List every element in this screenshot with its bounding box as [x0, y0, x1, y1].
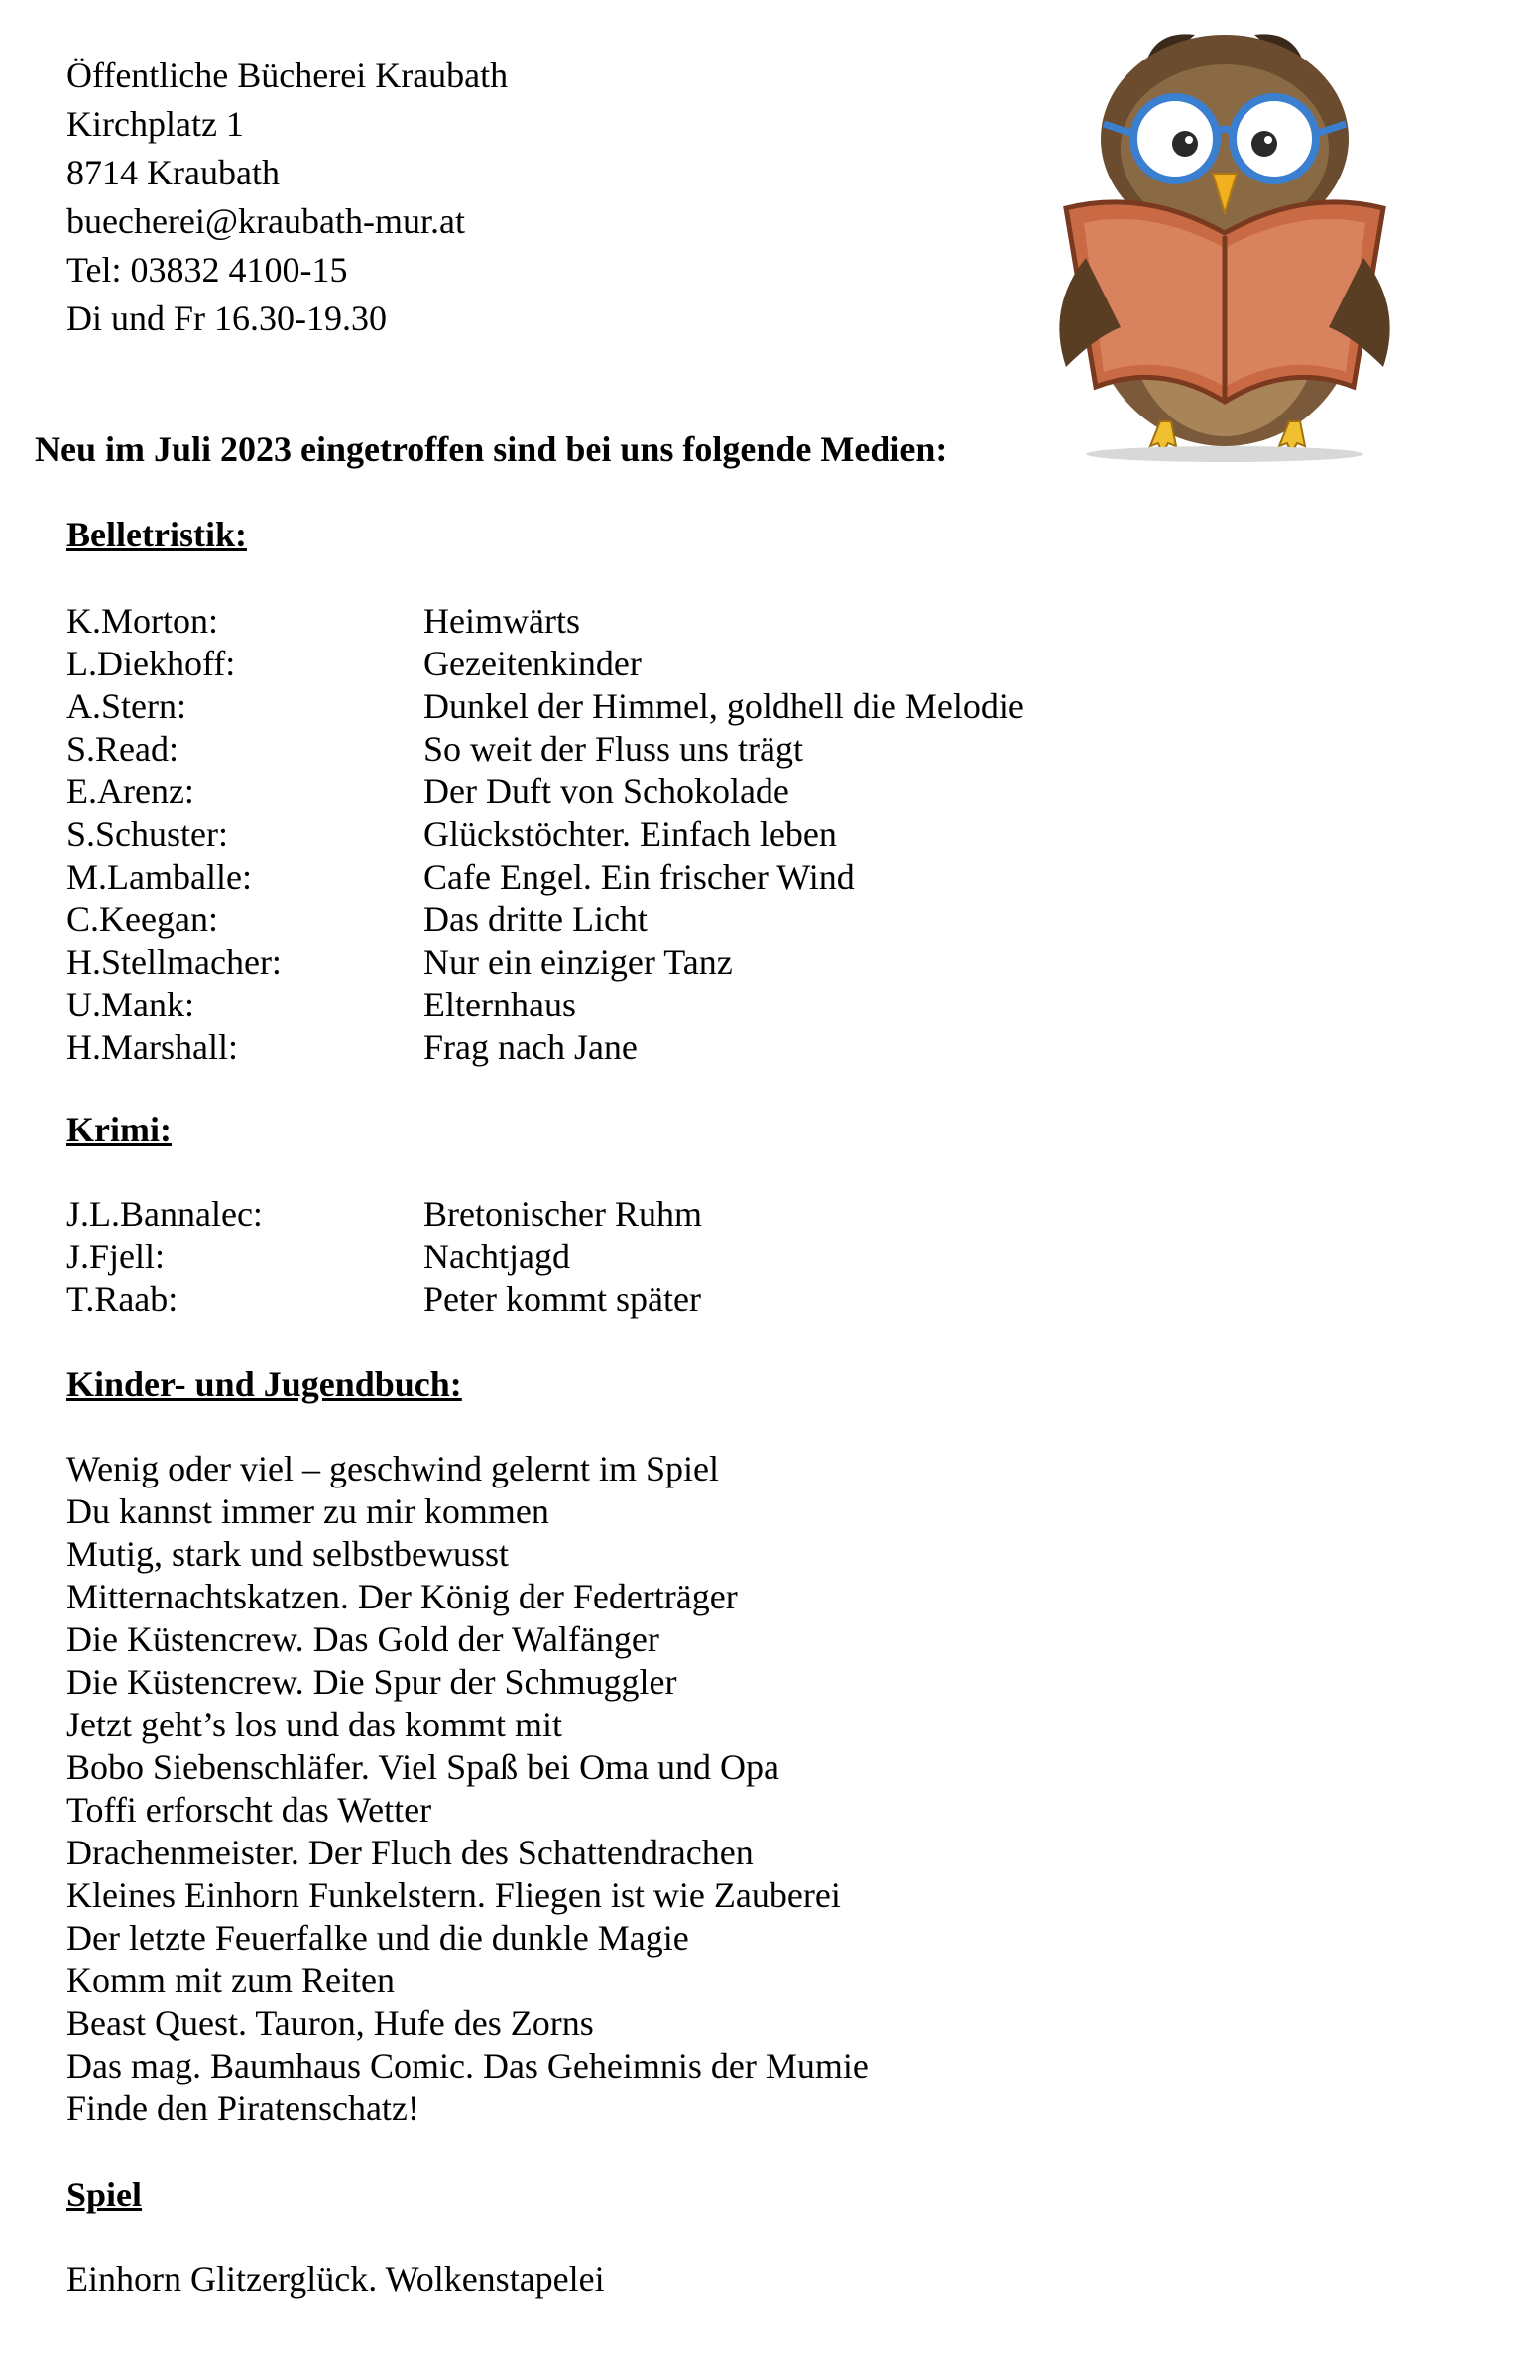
item-author: L.Diekhoff: [66, 644, 236, 683]
list-item [66, 813, 1024, 856]
list-item: Drachenmeister. Der Fluch des Schattendrachen [66, 1833, 754, 1872]
item-author: H.Stellmacher: [66, 942, 282, 982]
item-author: S.Schuster: [66, 814, 229, 854]
item-author: A.Stern: [66, 686, 186, 726]
item-author: T.Raab: [66, 1279, 178, 1319]
library-street: Kirchplatz 1 [66, 104, 244, 144]
list-item [66, 1193, 702, 1236]
list-item: Beast Quest. Tauron, Hufe des Zorns [66, 2003, 594, 2043]
item-title: Heimwärts [423, 601, 580, 641]
list-item [66, 685, 1024, 728]
spiel-list [66, 2258, 605, 2301]
list-item [66, 941, 1024, 984]
krimi-list [66, 1193, 702, 1321]
list-item [66, 1278, 702, 1321]
item-author: S.Read: [66, 729, 178, 769]
item-title: Frag nach Jane [423, 1027, 638, 1067]
list-item: Der letzte Feuerfalke und die dunkle Magie [66, 1918, 689, 1958]
list-item: Mutig, stark und selbstbewusst [66, 1534, 509, 1574]
library-name: Öffentliche Bücherei Kraubath [66, 56, 509, 95]
kinder-list [66, 1448, 869, 2130]
list-item: Wenig oder viel – geschwind gelernt im Spiel [66, 1449, 719, 1488]
item-author: U.Mank: [66, 985, 194, 1024]
list-item: Kleines Einhorn Funkelstern. Fliegen ist wie Zauberei [66, 1875, 841, 1915]
item-title: Glückstöchter. Einfach leben [423, 814, 837, 854]
list-item [66, 771, 1024, 813]
section-heading-krimi: Krimi: [66, 1110, 172, 1149]
library-address [66, 52, 508, 343]
list-item [66, 898, 1024, 941]
list-item: Toffi erforscht das Wetter [66, 1790, 432, 1830]
intro-heading: Neu im Juli 2023 eingetroffen sind bei uns folgende Medien: [35, 429, 948, 469]
list-item [66, 984, 1024, 1026]
list-item [66, 1236, 702, 1278]
list-item: Einhorn Glitzerglück. Wolkenstapelei [66, 2259, 605, 2299]
owl-reading-book-icon [1026, 10, 1423, 466]
section-heading-belletristik: Belletristik: [66, 515, 247, 554]
list-item [66, 643, 1024, 685]
list-item [66, 1026, 1024, 1069]
library-city: 8714 Kraubath [66, 153, 280, 192]
item-title: Elternhaus [423, 985, 576, 1024]
item-title: Cafe Engel. Ein frischer Wind [423, 857, 855, 896]
section-heading-spiel: Spiel [66, 2175, 143, 2214]
item-title: So weit der Fluss uns trägt [423, 729, 803, 769]
list-item: Die Küstencrew. Das Gold der Walfänger [66, 1619, 659, 1659]
list-item: Das mag. Baumhaus Comic. Das Geheimnis der Mumie [66, 2046, 869, 2085]
belletristik-list [66, 600, 1024, 1069]
section-heading-kinder: Kinder- und Jugendbuch: [66, 1365, 462, 1404]
item-author: M.Lamballe: [66, 857, 252, 896]
list-item: Du kannst immer zu mir kommen [66, 1491, 549, 1531]
list-item [66, 856, 1024, 898]
item-author: E.Arenz: [66, 772, 194, 811]
item-title: Das dritte Licht [423, 899, 648, 939]
library-email: buecherei@kraubath-mur.at [66, 201, 465, 241]
list-item: Die Küstencrew. Die Spur der Schmuggler [66, 1662, 677, 1702]
list-item: Bobo Siebenschläfer. Viel Spaß bei Oma und Opa [66, 1747, 780, 1787]
library-hours: Di und Fr 16.30-19.30 [66, 298, 387, 338]
item-author: J.Fjell: [66, 1237, 166, 1276]
item-title: Peter kommt später [423, 1279, 701, 1319]
list-item [66, 728, 1024, 771]
item-title: Bretonischer Ruhm [423, 1194, 702, 1234]
item-title: Dunkel der Himmel, goldhell die Melodie [423, 686, 1024, 726]
item-title: Nachtjagd [423, 1237, 570, 1276]
item-author: H.Marshall: [66, 1027, 238, 1067]
item-author: J.L.Bannalec: [66, 1194, 263, 1234]
item-title: Gezeitenkinder [423, 644, 642, 683]
library-phone: Tel: 03832 4100-15 [66, 250, 348, 290]
list-item [66, 600, 1024, 643]
list-item: Finde den Piratenschatz! [66, 2088, 419, 2128]
item-title: Der Duft von Schokolade [423, 772, 789, 811]
item-author: C.Keegan: [66, 899, 218, 939]
item-author: K.Morton: [66, 601, 218, 641]
list-item: Jetzt geht’s los und das kommt mit [66, 1705, 562, 1744]
list-item: Komm mit zum Reiten [66, 1961, 395, 2000]
item-title: Nur ein einziger Tanz [423, 942, 733, 982]
list-item: Mitternachtskatzen. Der König der Federträger [66, 1577, 738, 1616]
